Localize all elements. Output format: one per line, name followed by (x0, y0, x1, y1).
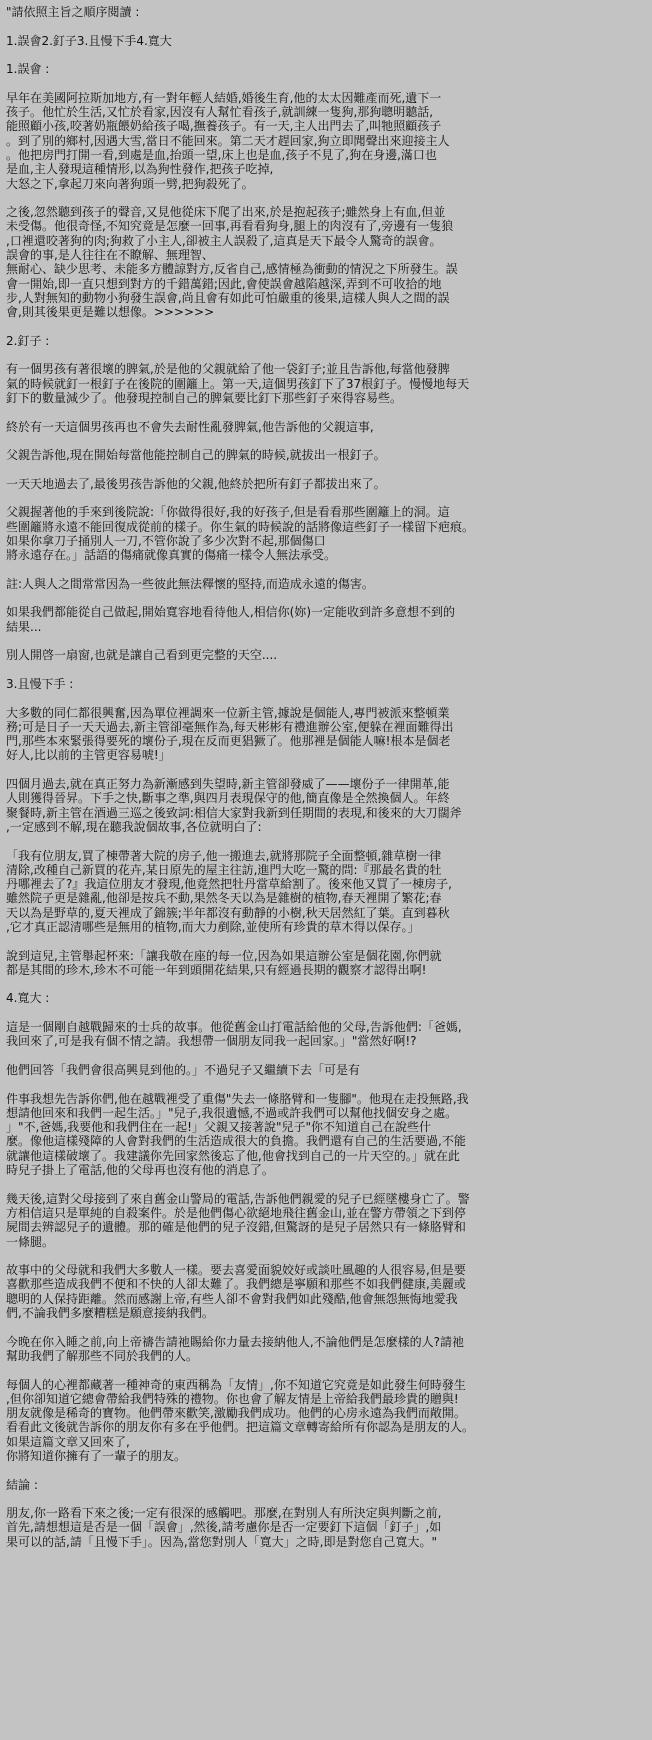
text-line: 他們回答「我們會很高興見到他的。」不過兒子又繼續下去「可是有 (6, 1062, 361, 1077)
paragraph (6, 334, 646, 348)
text-line: 1.誤會 : (6, 62, 50, 77)
text-line: 幾天後,這對父母接到了來自舊金山警局的電話,告訴他們親愛的兒子已經墜樓身亡了。警 (6, 1191, 470, 1206)
paragraph-gap (6, 834, 646, 848)
paragraph (6, 849, 646, 935)
paragraph (6, 362, 646, 405)
paragraph-gap (6, 634, 646, 648)
paragraph-gap (6, 1077, 646, 1091)
text-line: 大怒之下,拿起刀來向著狗頭一劈,把狗殺死了。 (6, 176, 254, 191)
text-line: 會,則其後果更是難以想像。>>>>>> (6, 305, 215, 320)
paragraph-gap (6, 76, 646, 90)
paragraph (6, 1378, 646, 1464)
text-line: 清除,改種自己新買的花卉,某日原先的屋主往訪,進門大吃一驚的問:『那最名貴的牡 (6, 862, 442, 877)
text-line: 麼。像他這樣殘障的人會對我們的生活造成很大的負擔。我們還有自己的生活要過,不能 (6, 1134, 466, 1149)
text-line: 我回來了,可是我有個不情之請。我想帶一個朋友同我一起回家。」"當然好啊!? (6, 1034, 417, 1049)
text-line: ,它才真正認清哪些是無用的植物,而大力剷除,並使所有珍貴的草木得以保存。」 (6, 920, 420, 934)
text-line: 都是其間的珍木,珍木不可能一年到頭開花結果,只有經過長期的觀察才認得出啊! (6, 962, 427, 977)
paragraph-gap (6, 348, 646, 362)
text-line: 每個人的心裡都藏著一種神奇的東西稱為「友情」,你不知道它究竟是如此發生何時發生 (6, 1377, 466, 1392)
text-line: 天以為是野草的,夏天裡成了錦簇;半年都沒有動靜的小樹,秋天居然紅了葉。直到暮秋 (6, 905, 450, 920)
text-line: 一條腿。 (6, 1234, 55, 1249)
paragraph-gap (6, 663, 646, 677)
text-line: 3.且慢下手 : (6, 676, 74, 691)
paragraph-gap (6, 1177, 646, 1191)
text-line: 聰明的人保持距離。然而感謝上帝,有些人卻不會對我們如此殘酷,他會無怨無悔地愛我 (6, 1291, 458, 1306)
paragraph (6, 505, 646, 562)
text-line: 是血,主人發現這種情形,以為狗性發作,把孩子吃掉, (6, 162, 274, 177)
paragraph-gap (6, 1363, 646, 1377)
text-line: 這是一個剛自越戰歸來的士兵的故事。他從舊金山打電話給他的父母,告訴他們:「爸媽, (6, 1020, 462, 1035)
paragraph-gap (6, 48, 646, 62)
text-line: 氣的時候就釘一根釘子在後院的圍籬上。第一天,這個男孩釘下了37根釘子。慢慢地每天 (6, 376, 470, 391)
text-line: 就讓他這樣破壞了。我建議你先回家然後忘了他,他會找到自己的一片天空的。」就在此 (6, 1148, 460, 1163)
paragraph-gap (6, 591, 646, 605)
text-line: 喜歡那些造成我們不便和不快的人卻太難了。我們總是寧願和那些不如我們健康,美麗或 (6, 1277, 466, 1292)
text-line: ,一定感到不解,現在聽我說個故事,各位就明白了: (6, 819, 262, 834)
paragraph-gap (6, 491, 646, 505)
text-line: 終於有一天這個男孩再也不會失去耐性亂發脾氣,他告訴他的父親這事, (6, 419, 374, 434)
text-line: 未受傷。他很奇怪,不知究竟是怎麼一回事,再看看狗身,腿上的肉沒有了,旁邊有一隻狼 (6, 219, 454, 234)
text-line: 釘下的數量減少了。他發現控制自己的脾氣要比釘下那些釘子來得容易些。 (6, 391, 403, 406)
text-line: 能照顧小孩,咬著奶瓶餵奶給孩子喝,撫養孩子。有一天,主人出門去了,叫牠照顧孩子 (6, 119, 442, 134)
text-line: 如果這篇文章又回來了, (6, 1434, 130, 1449)
paragraph-gap (6, 977, 646, 991)
text-line: 註:人與人之間常常因為一些彼此無法釋懷的堅持,而造成永遠的傷害。 (6, 576, 374, 591)
text-line: 今晚在你入睡之前,向上帝禱告請祂賜給你力量去接納他人,不論他們是怎麼樣的人?請祂 (6, 1334, 465, 1349)
text-line: 故事中的父母就和我們大多數人一樣。要去喜愛面貌姣好或談吐風趣的人很容易,但是要 (6, 1263, 466, 1278)
text-line: 孩子。他忙於生活,又忙於看家,因沒有人幫忙看孩子,就訓練一隻狗,那狗聰明聽話, (6, 105, 434, 120)
paragraph-gap (6, 934, 646, 948)
text-line: 無耐心、缺少思考、未能多方體諒對方,反省自己,感情極為衝動的情況之下所發生。誤 (6, 262, 458, 277)
paragraph (6, 91, 646, 191)
paragraph (6, 605, 646, 634)
text-line: 朋友就像是稀奇的寶物。他們帶來歡笑,激勵我們成功。他們的心房永遠為我們而敞開。 (6, 1406, 466, 1421)
text-line: 丹哪裡去了?』我這位朋友才發現,他竟然把牡丹當草給割了。後來他又買了一棟房子, (6, 877, 453, 892)
paragraph (6, 1063, 646, 1077)
paragraph (6, 477, 646, 491)
paragraph (6, 205, 646, 319)
text-line: 會一開始,即一直只想到對方的千錯萬錯;因此,會使誤會越陷越深,弄到不可收拾的地 (6, 276, 442, 291)
text-line: 。到了別的鄉村,因遇大雪,當日不能回來。第二天才趕回家,狗立即聞聲出來迎接主人 (6, 133, 450, 148)
text-line: 結果... (6, 619, 42, 634)
paragraph-gap (6, 1006, 646, 1020)
text-line: 時兒子掛上了電話,他的父母再也沒有他的消息了。 (6, 1163, 274, 1178)
paragraph (6, 1092, 646, 1178)
text-line: 首先,請想想這是否是一個「誤會」,然後,請考慮你是否一定要釘下這個「釘子」,如 (6, 1520, 442, 1535)
paragraph-gap (6, 19, 646, 33)
paragraph (6, 706, 646, 763)
paragraph (6, 949, 646, 978)
paragraph (6, 1335, 646, 1364)
text-line: 大多數的同仁都很興奮,因為單位裡調來一位新主管,據說是個能人,專門被派來整頓業 (6, 705, 450, 720)
paragraph-gap (6, 763, 646, 777)
paragraph (6, 648, 646, 662)
paragraph (6, 677, 646, 691)
paragraph-gap (6, 1463, 646, 1477)
paragraph-gap (6, 405, 646, 419)
text-line: 4.寬大 : (6, 991, 50, 1006)
text-line: 結論 : (6, 1477, 38, 1492)
text-line: 看看此文後就告訴你的朋友你有多在乎他們。把這篇文章轉寄給所有你認為是朋友的人。 (6, 1420, 475, 1435)
paragraph-gap (6, 191, 646, 205)
text-line: 」"不,爸媽,我要他和我們住在一起!」父親又接著說"兒子"你不知道自己在說些什 (6, 1120, 432, 1135)
text-line: 誤會的事,是人往往在不瞭解、無理智、 (6, 248, 214, 263)
text-line: 之後,忽然聽到孩子的聲音,又見他從床下爬了出來,於是抱起孩子;雖然身上有血,但並 (6, 205, 446, 220)
text-line: 將永遠存在。」話語的傷痛就像真實的傷痛一樣令人無法承受。 (6, 548, 337, 563)
paragraph-gap (6, 1249, 646, 1263)
text-line: 。他把房門打開一看,到處是血,抬頭一望,床上也是血,孩子不見了,狗在身邊,滿口也 (6, 147, 437, 162)
text-line: 門,那些本來緊張得要死的壞份子,現在反而更猖獗了。他那裡是個能人嘛!根本是個老 (6, 734, 451, 749)
paragraph (6, 777, 646, 834)
paragraph-gap (6, 434, 646, 448)
text-line: 聚餐時,新主管在酒過三巡之後致詞:相信大家對我新到任期間的表現,和後來的大刀闊斧 (6, 805, 462, 820)
text-line: 你將知道你擁有了一輩子的朋友。 (6, 1448, 187, 1463)
text-line: 父親握著他的手來到後院說:「你做得很好,我的好孩子,但是看看那些圍籬上的洞。這 (6, 505, 450, 520)
paragraph (6, 62, 646, 76)
paragraph (6, 1478, 646, 1492)
paragraph-gap (6, 463, 646, 477)
text-line: 如果我們都能從自己做起,開始寬容地看待他人,相信你(妳)一定能收到許多意想不到的 (6, 605, 455, 620)
paragraph (6, 1192, 646, 1249)
paragraph (6, 420, 646, 434)
paragraph (6, 991, 646, 1005)
text-line: 件事我想先告訴你們,他在越戰裡受了重傷"失去一條胳臂和一隻腳"。他現在走投無路,我 (6, 1091, 469, 1106)
text-line: 早年在美國阿拉斯加地方,有一對年輕人結婚,婚後生育,他的太太因難產而死,遺下一 (6, 90, 442, 105)
paragraph (6, 1020, 646, 1049)
paragraph-gap (6, 1492, 646, 1506)
text-line: 人則獲得晉昇。下手之快,斷事之準,與四月表現保守的他,簡直像是全然換個人。年終 (6, 791, 450, 806)
text-line: 些圍籬將永遠不能回復成從前的樣子。你生氣的時候說的話將像這些釘子一樣留下疤痕。 (6, 519, 475, 534)
text-line: 四個月過去,就在真正努力為新漸感到失望時,新主管卻發威了——壞份子一律開革,能 (6, 777, 450, 792)
text-line: 務;可是日子一天天過去,新主管卻毫無作為,每天彬彬有禮進辦公室,便躲在裡面難得出 (6, 719, 454, 734)
paragraph (6, 577, 646, 591)
text-line: 父親告訴他,現在開始每當他能控制自己的脾氣的時候,就拔出一根釘子。 (6, 448, 386, 463)
text-line: 一天天地過去了,最後男孩告訴他的父親,他終於把所有釘子都拔出來了。 (6, 476, 386, 491)
text-line: 步,人對無知的動物小狗發生誤會,尚且會有如此可怕嚴重的後果,這樣人與人之間的誤 (6, 290, 450, 305)
paragraph-gap (6, 1049, 646, 1063)
text-line: 幫助我們了解那些不同於我們的人。 (6, 1348, 199, 1363)
text-line: 雖然院子更是雜亂,他卻是按兵不動,果然冬天以為是雜樹的植物,春天裡開了繁花;春 (6, 891, 442, 906)
text-line: 好人,比以前的主管更容易唬!」 (6, 748, 171, 763)
text-line: 說到這兒,主管舉起杯來:「讓我敬在座的每一位,因為如果這辦公室是個花園,你們就 (6, 948, 442, 963)
text-line: 2.釘子 : (6, 333, 50, 348)
text-line: ,口裡還咬著狗的肉;狗救了小主人,卻被主人誤殺了,這真是天下最令人驚奇的誤會。 (6, 233, 442, 248)
text-line: 屍間去辨認兒子的遺體。那的確是他們的兒子沒錯,但驚訝的是兒子居然只有一條胳臂和 (6, 1220, 466, 1235)
paragraph (6, 34, 646, 48)
paragraph (6, 448, 646, 462)
text-line: 有一個男孩有著很壞的脾氣,於是他的父親就給了他一袋釘子;並且告訴他,每當他發脾 (6, 362, 450, 377)
paragraph-gap (6, 1320, 646, 1334)
text-line: 方相信這只是單純的自殺案件。於是他們傷心欲絕地飛往舊金山,並在警方帶領之下到停 (6, 1205, 466, 1220)
paragraph (6, 1506, 646, 1549)
text-line: 如果你拿刀子捅別人一刀,不管你說了多少次對不起,那個傷口 (6, 533, 326, 548)
text-line: 「我有位朋友,買了棟帶著大院的房子,他一搬進去,就將那院子全面整頓,雜草樹一律 (6, 848, 442, 863)
text-line: 想請他回來和我們一起生活。」"兒子,我很遺憾,不過或許我們可以幫他找個安身之處。 (6, 1105, 458, 1120)
paragraph (6, 5, 646, 19)
paragraph-gap (6, 320, 646, 334)
text-line: 朋友,你一路看下來之後;一定有很深的感觸吧。那麼,在對別人有所決定與判斷之前, (6, 1506, 442, 1521)
paragraph (6, 1263, 646, 1320)
text-line: 們,不論我們多麼糟糕是願意接納我們。 (6, 1306, 214, 1321)
text-line: 別人開啓一扇窗,也就是讓自己看到更完整的天空.... (6, 648, 278, 663)
text-line: "請依照主旨之順序閱讀 : (6, 5, 140, 19)
text-line: ,但你卻知道它總會帶給我們特殊的禮物。你也會了解友情是上帝給我們最珍貴的贈與! (6, 1391, 459, 1406)
paragraph-gap (6, 691, 646, 705)
text-line: 1.誤會2.釘子3.且慢下手4.寬大 (6, 33, 172, 48)
paragraph-gap (6, 563, 646, 577)
text-line: 果可以的話,請「且慢下手」。因為,當您對別人「寬大」之時,即是對您自己寬大。" (6, 1534, 437, 1549)
